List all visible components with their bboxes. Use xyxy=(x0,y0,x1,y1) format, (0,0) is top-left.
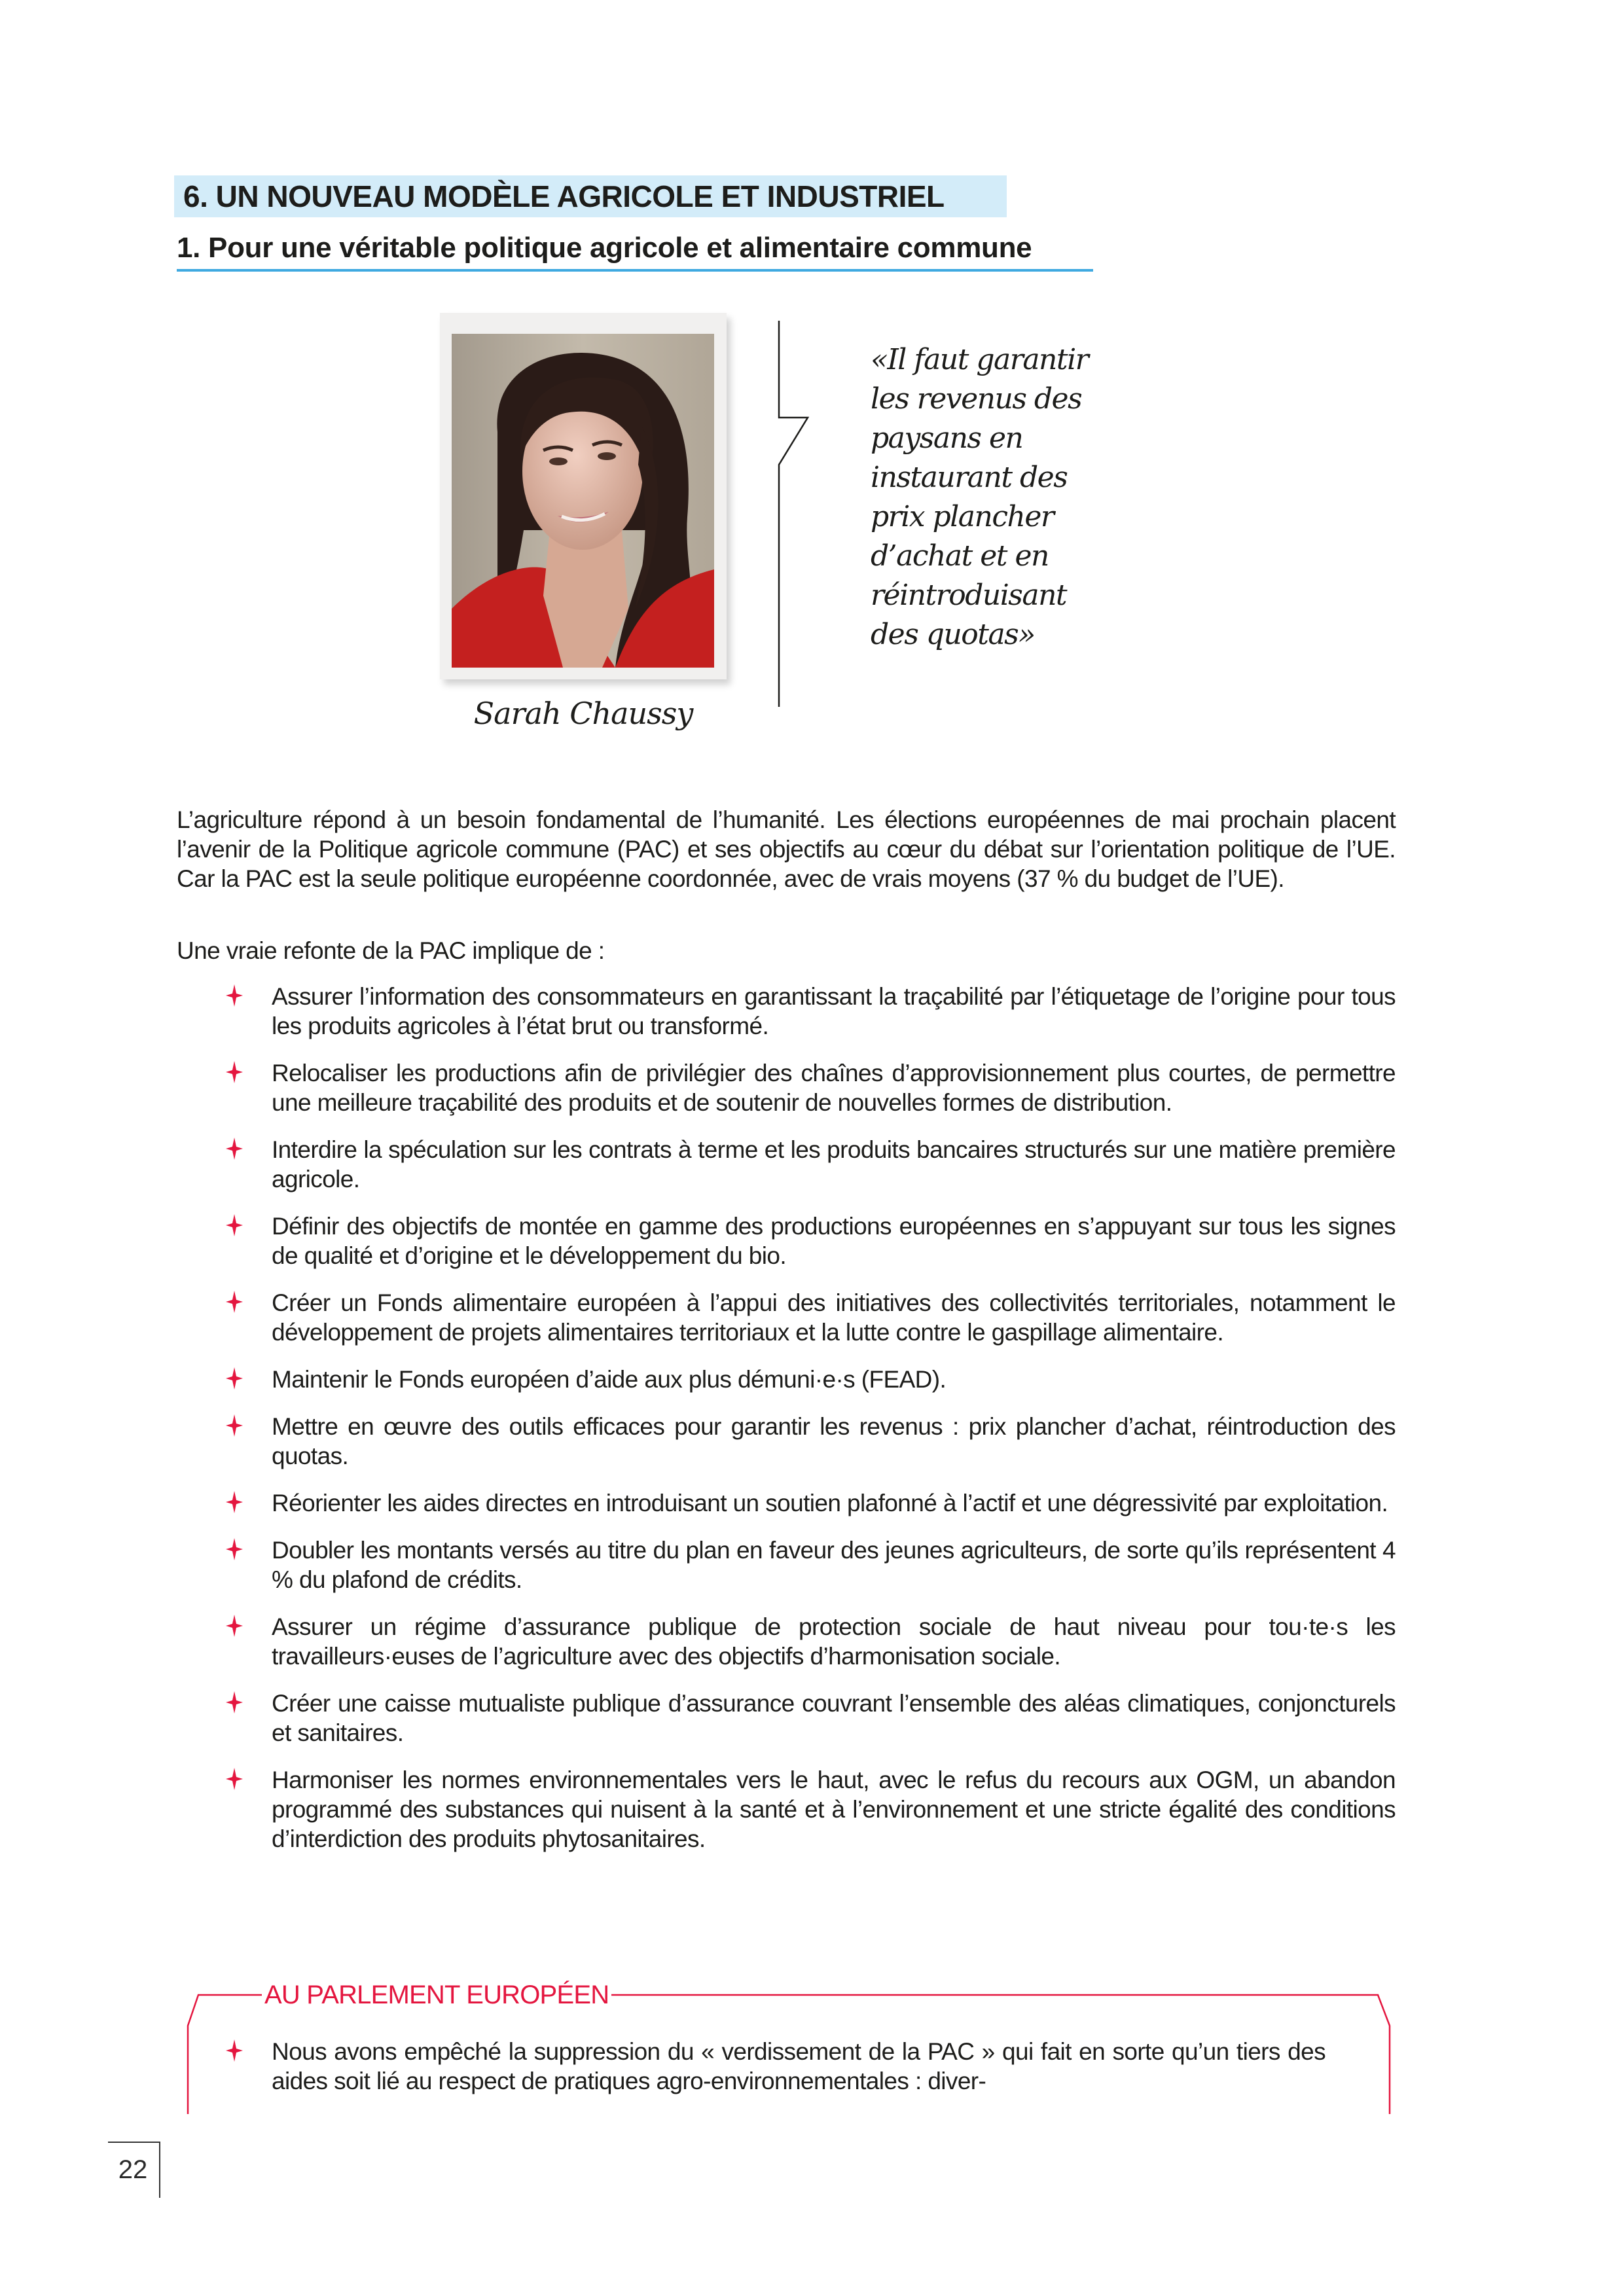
quote-line: des quotas» xyxy=(871,618,1035,651)
red-star-bullet-icon xyxy=(226,1615,243,1637)
quote-line: prix plancher xyxy=(871,500,1054,533)
subsection-underline xyxy=(177,269,1093,272)
red-star-bullet-icon xyxy=(226,1061,243,1083)
list-item-text: Définir des objectifs de montée en gamme des productions européennes en s’appuyant sur tous les signes de qualité et d’origine et le développement du bio. xyxy=(272,1213,1396,1269)
quote-line: les revenus des xyxy=(871,382,1082,416)
list-item xyxy=(226,1365,1396,1394)
list-item xyxy=(226,1288,1396,1347)
list-item-text: Doubler les montants versés au titre du plan en faveur des jeunes agriculteurs, de sorte qu’ils représentent 4 % du plafond de crédits. xyxy=(272,1537,1396,1593)
list-item xyxy=(226,1412,1396,1471)
portrait-image-icon xyxy=(452,334,714,668)
quote-line: d’achat et en xyxy=(871,539,1049,573)
list-item-text: Mettre en œuvre des outils efficaces pour garantir les revenus : prix plancher d’achat, réintroduction des quotas. xyxy=(272,1413,1396,1469)
red-star-bullet-icon xyxy=(226,1138,243,1160)
list-item-text: Réorienter les aides directes en introduisant un soutien plafonné à l’actif et une dégressivité par exploitation. xyxy=(272,1490,1388,1516)
quote-line: instaurant des xyxy=(871,461,1068,494)
red-star-bullet-icon xyxy=(226,1291,243,1313)
red-star-bullet-icon xyxy=(226,1367,243,1390)
list-item-text: Interdire la spéculation sur les contrats à terme et les produits bancaires structurés sur une matière première agricole. xyxy=(272,1136,1396,1193)
list-item xyxy=(226,1535,1396,1594)
list-item-text: Nous avons empêché la suppression du « verdissement de la PAC » qui fait en sorte qu’un tiers des aides soit lié au respect de pratiques agro-environnementales : diver- xyxy=(272,2038,1326,2094)
list-item-text: Relocaliser les productions afin de privilégier des chaînes d’approvisionnement plus courtes, de permettre une meilleure traçabilité des produits et de soutenir de nouvelles formes de distribution. xyxy=(272,1060,1396,1116)
list-item xyxy=(226,1211,1396,1270)
red-star-bullet-icon xyxy=(226,1491,243,1513)
list-item-text: Assurer l’information des consommateurs en garantissant la traçabilité par l’étiquetage de l’origine pour tous les produits agricoles à l’état brut ou transformé. xyxy=(272,983,1396,1039)
quote-divider xyxy=(766,321,857,707)
list-item-text: Maintenir le Fonds européen d’aide aux plus démuni·e·s (FEAD). xyxy=(272,1366,947,1393)
red-star-bullet-icon xyxy=(226,1691,243,1713)
page-number: 22 xyxy=(118,2155,148,2184)
red-star-bullet-icon xyxy=(226,2039,243,2062)
parlement-box-title: AU PARLEMENT EUROPÉEN xyxy=(262,1979,611,2011)
list-item xyxy=(226,1058,1396,1117)
intro-paragraph: L’agriculture répond à un besoin fondamental de l’humanité. Les élections européennes de mai prochain placent l’avenir de la Politique agricole commune (PAC) et ses objectifs au cœur du débat sur l’orientation politique de l’UE. Car la PAC est la seule politique européenne coordonnée, avec de vrais moyens (37 % du budget de l’UE). xyxy=(177,806,1396,892)
list-item xyxy=(226,982,1396,1041)
parlement-list xyxy=(226,2037,1326,2113)
proposal-list xyxy=(226,982,1396,1871)
list-item xyxy=(226,2037,1326,2096)
list-item-text: Assurer un régime d’assurance publique de protection sociale de haut niveau pour tou·te·s les travailleurs·euses de l’agriculture avec des objectifs d’harmonisation sociale. xyxy=(272,1613,1396,1670)
list-item-text: Créer une caisse mutualiste publique d’assurance couvrant l’ensemble des aléas climatiques, conjoncturels et sanitaires. xyxy=(272,1690,1396,1746)
list-item-text: Harmoniser les normes environnementales vers le haut, avec le refus du recours aux OGM, un abandon programmé des substances qui nuisent à la santé et à l’environnement et une stricte égalité des conditions d’interdiction des produits phytosanitaires. xyxy=(272,1767,1396,1852)
list-item xyxy=(226,1135,1396,1194)
list-item xyxy=(226,1689,1396,1748)
red-star-bullet-icon xyxy=(226,984,243,1007)
red-star-bullet-icon xyxy=(226,1538,243,1560)
lead-paragraph: Une vraie refonte de la PAC implique de : xyxy=(177,937,605,964)
quote-line: «Il faut garantir xyxy=(871,343,1089,376)
list-item xyxy=(226,1765,1396,1854)
red-star-bullet-icon xyxy=(226,1214,243,1236)
section-title: 6. UN NOUVEAU MODÈLE AGRICOLE ET INDUSTRIEL xyxy=(174,175,1007,217)
quote-line: réintroduisant xyxy=(871,579,1067,612)
list-item-text: Créer un Fonds alimentaire européen à l’appui des initiatives des collectivités territoriales, notamment le développement de projets alimentaires territoriaux et la lutte contre le gaspillage alimentaire. xyxy=(272,1289,1396,1346)
list-item xyxy=(226,1612,1396,1671)
quote-line: paysans en xyxy=(871,422,1023,455)
red-star-bullet-icon xyxy=(226,1768,243,1790)
portrait-caption: Sarah Chaussy xyxy=(473,696,693,731)
red-star-bullet-icon xyxy=(226,1414,243,1437)
pull-quote xyxy=(871,340,1146,655)
list-item xyxy=(226,1488,1396,1518)
portrait-photo xyxy=(452,334,714,668)
subsection-title: 1. Pour une véritable politique agricole et alimentaire commune xyxy=(177,232,1032,264)
